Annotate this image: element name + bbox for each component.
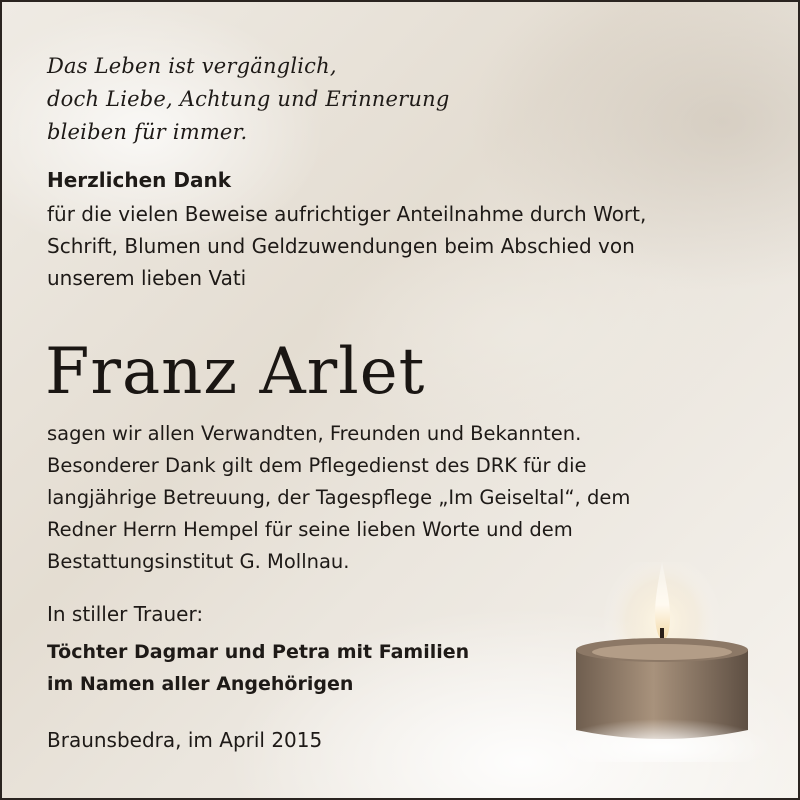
mourners-line: Töchter Dagmar und Petra mit Familien [47, 641, 470, 663]
candle-icon [562, 562, 772, 762]
mourners-block [47, 636, 469, 700]
intro-line: Schrift, Blumen und Geldzuwendungen beim Abschied von [47, 234, 635, 258]
thanks-line: Besonderer Dank gilt dem Pflegedienst des DRK für die [47, 454, 587, 477]
thanks-line: sagen wir allen Verwandten, Freunden und Bekannten. [47, 422, 582, 445]
deceased-name: Franz Arlet [45, 335, 426, 409]
mourning-label: In stiller Trauer: [47, 602, 204, 626]
thanks-line: langjährige Betreuung, der Tagespflege „Im Geiseltal“, dem [47, 486, 631, 509]
thanks-heading: Herzlichen Dank [47, 168, 232, 192]
intro-line: für die vielen Beweise aufrichtiger Anteilnahme durch Wort, [47, 202, 647, 226]
thanks-line: Bestattungsinstitut G. Mollnau. [47, 550, 350, 573]
candle-image [562, 562, 772, 762]
motto-line: Das Leben ist vergänglich, [47, 54, 337, 78]
thanks-line: Redner Herrn Hempel für seine lieben Worte und dem [47, 518, 573, 541]
mourners-line: im Namen aller Angehörigen [47, 673, 354, 695]
thanks-paragraph [47, 418, 630, 578]
motto-line: doch Liebe, Achtung und Erinnerung [47, 87, 450, 111]
motto-verse [47, 50, 449, 149]
motto-line: bleiben für immer. [47, 120, 248, 144]
intro-line: unserem lieben Vati [47, 266, 247, 290]
place-date: Braunsbedra, im April 2015 [47, 728, 323, 752]
intro-paragraph [47, 198, 646, 294]
